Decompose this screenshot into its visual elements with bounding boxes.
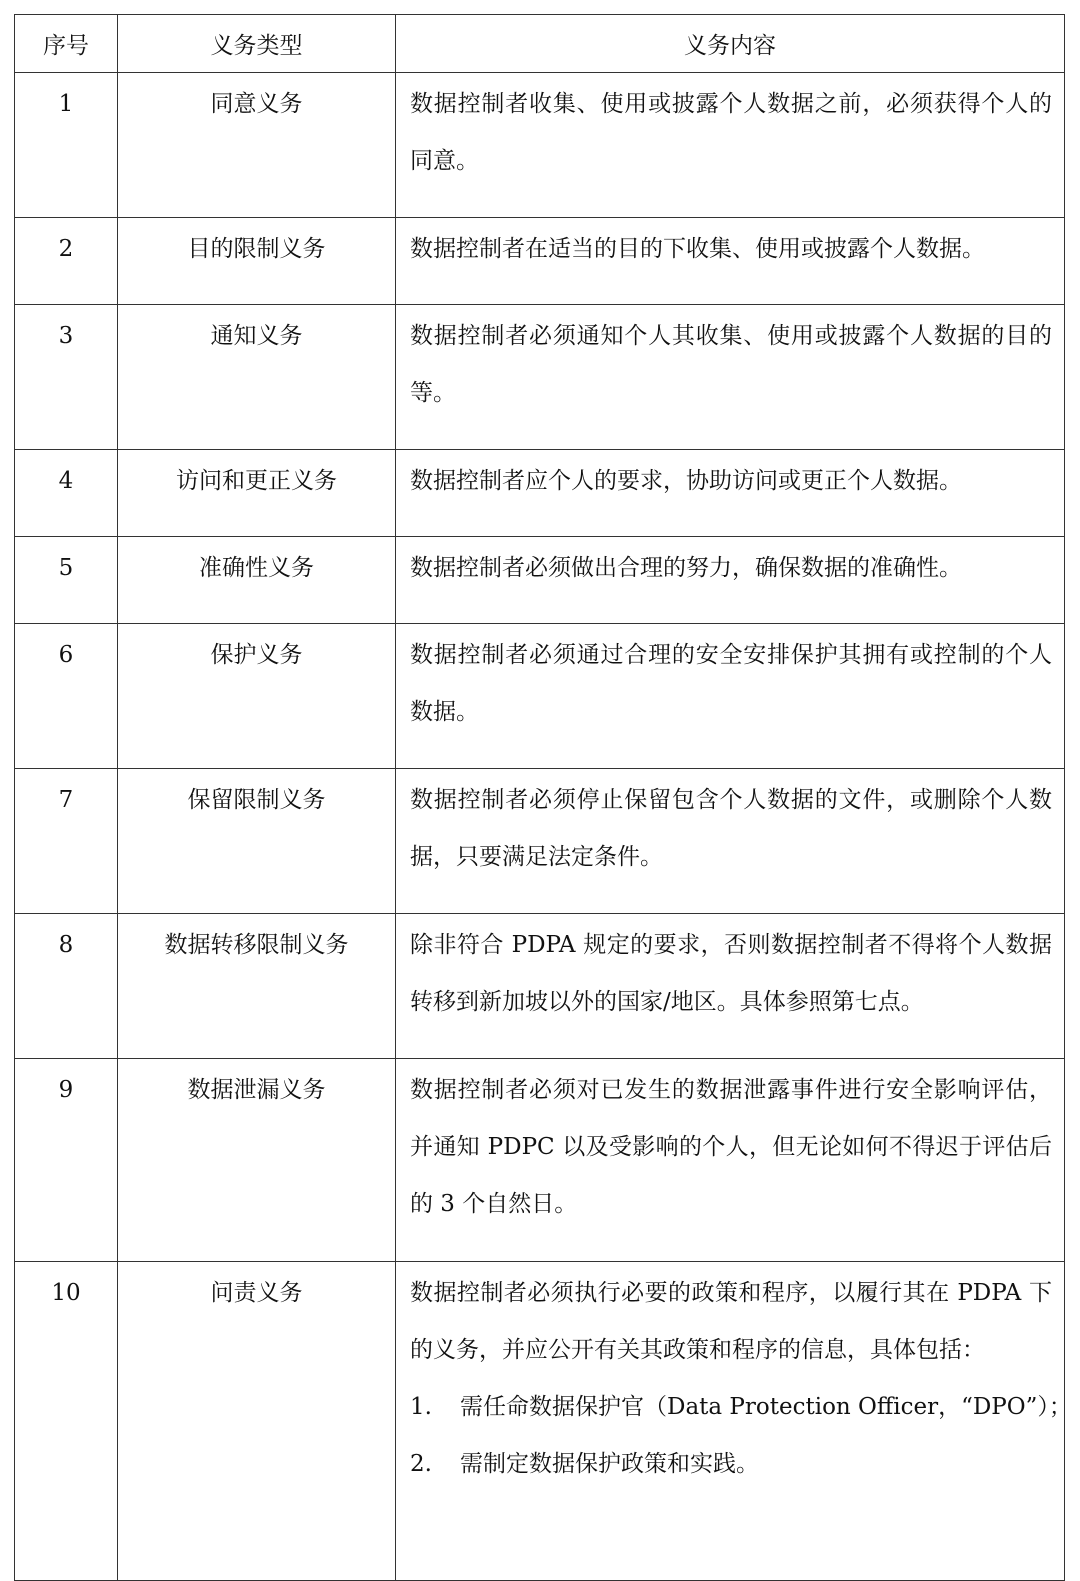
table-header (15, 15, 1065, 73)
obligation-type: 同意义务 (118, 73, 396, 218)
obligation-content (396, 218, 1065, 305)
row-number: 7 (15, 769, 118, 914)
content-text: 数据控制者必须通过合理的安全安排保护其拥有或控制的个人数据。 (410, 642, 1052, 725)
table-row (15, 1059, 1065, 1262)
obligation-content (396, 769, 1065, 914)
obligations-table (14, 14, 1072, 1581)
content-text: 数据控制者必须通知个人其收集、使用或披露个人数据的目的等。 (410, 323, 1052, 406)
content-text: 数据控制者必须做出合理的努力，确保数据的准确性。 (410, 555, 962, 581)
content-text: 除非符合 PDPA 规定的要求，否则数据控制者不得将个人数据转移到新加坡以外的国家/地区。具体参照第七点。 (410, 932, 1052, 1015)
header-obligation-type: 义务类型 (118, 15, 396, 73)
table-row (15, 450, 1065, 537)
table-row (15, 769, 1065, 914)
content-text: 数据控制者必须停止保留包含个人数据的文件，或删除个人数据，只要满足法定条件。 (410, 787, 1052, 870)
obligation-content (396, 450, 1065, 537)
table-row (15, 537, 1065, 624)
row-number: 6 (15, 624, 118, 769)
list-item-number: 2. (410, 1451, 432, 1477)
row-number: 5 (15, 537, 118, 624)
content-text: 数据控制者必须对已发生的数据泄露事件进行安全影响评估，并通知 PDPC 以及受影响的个人，但无论如何不得迟于评估后的 3 个自然日。 (410, 1077, 1052, 1217)
obligation-type: 访问和更正义务 (118, 450, 396, 537)
row-number: 10 (15, 1262, 118, 1581)
obligation-content (396, 1262, 1072, 1581)
obligation-type: 目的限制义务 (118, 218, 396, 305)
row-number: 9 (15, 1059, 118, 1262)
obligation-type: 问责义务 (118, 1262, 396, 1581)
row-number: 1 (15, 73, 118, 218)
row-number: 2 (15, 218, 118, 305)
obligation-content (396, 305, 1065, 450)
content-text: 数据控制者必须执行必要的政策和程序，以履行其在 PDPA 下的义务，并应公开有关其政策和程序的信息，具体包括： (410, 1280, 1052, 1363)
obligation-type: 数据转移限制义务 (118, 914, 396, 1059)
obligation-content (396, 914, 1065, 1059)
table-row (15, 73, 1065, 218)
header-serial-number: 序号 (15, 15, 118, 73)
obligation-type: 保护义务 (118, 624, 396, 769)
list-item-text: 需制定数据保护政策和实践。 (460, 1451, 759, 1477)
row-number: 4 (15, 450, 118, 537)
list-item-number: 1. (410, 1394, 432, 1420)
content-text: 数据控制者应个人的要求，协助访问或更正个人数据。 (410, 468, 962, 494)
obligation-content (396, 73, 1065, 218)
list-item (410, 1436, 1052, 1493)
obligation-type: 保留限制义务 (118, 769, 396, 914)
obligation-content (396, 537, 1065, 624)
content-text: 数据控制者在适当的目的下收集、使用或披露个人数据。 (410, 236, 985, 262)
row-number: 3 (15, 305, 118, 450)
content-text: 数据控制者收集、使用或披露个人数据之前，必须获得个人的同意。 (410, 91, 1052, 174)
obligation-type: 数据泄漏义务 (118, 1059, 396, 1262)
table-row (15, 218, 1065, 305)
header-obligation-content: 义务内容 (396, 15, 1065, 73)
table-row (15, 914, 1065, 1059)
obligation-content (396, 624, 1065, 769)
table-row (15, 624, 1065, 769)
list-item-text: 需任命数据保护官（Data Protection Officer，“DPO”）； (460, 1394, 1072, 1420)
table-row (15, 1262, 1065, 1581)
list-item (410, 1379, 1072, 1436)
row-number: 8 (15, 914, 118, 1059)
obligation-type: 通知义务 (118, 305, 396, 450)
obligation-type: 准确性义务 (118, 537, 396, 624)
obligation-content (396, 1059, 1065, 1262)
table-row (15, 305, 1065, 450)
